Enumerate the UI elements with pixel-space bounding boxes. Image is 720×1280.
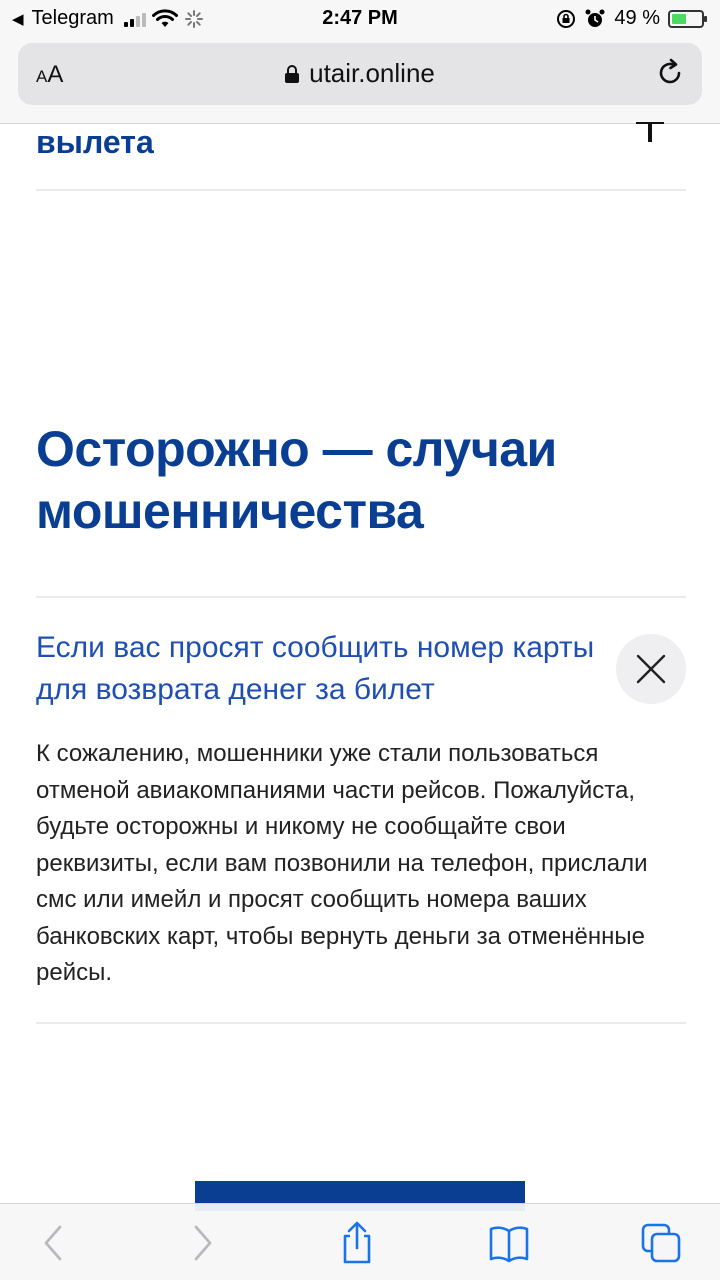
previous-accordion-title[interactable]: вылета bbox=[36, 124, 154, 160]
domain-text: utair.online bbox=[309, 58, 435, 88]
tabs-button[interactable] bbox=[636, 1218, 686, 1268]
address-bar[interactable] bbox=[18, 43, 702, 105]
battery-fill bbox=[672, 14, 686, 24]
chevron-right-icon bbox=[188, 1223, 218, 1263]
share-button[interactable] bbox=[332, 1218, 382, 1268]
text-size-button[interactable]: AA bbox=[36, 61, 64, 88]
close-icon bbox=[616, 634, 686, 704]
collapse-button[interactable] bbox=[616, 634, 686, 704]
share-icon bbox=[337, 1220, 377, 1266]
url-display[interactable] bbox=[18, 58, 702, 89]
back-app-label: Telegram bbox=[31, 7, 114, 29]
browser-address-area bbox=[0, 38, 720, 124]
expand-toggle-icon[interactable] bbox=[648, 122, 652, 142]
tabs-icon bbox=[639, 1221, 683, 1265]
lock-icon bbox=[285, 65, 299, 83]
reload-icon[interactable] bbox=[654, 57, 686, 89]
forward-button[interactable] bbox=[178, 1218, 228, 1268]
alarm-icon bbox=[584, 8, 606, 30]
back-triangle-icon: ◀ bbox=[12, 10, 24, 28]
divider bbox=[36, 1022, 686, 1024]
divider bbox=[36, 596, 686, 598]
book-icon bbox=[487, 1223, 531, 1263]
back-button[interactable] bbox=[28, 1218, 78, 1268]
status-bar bbox=[0, 0, 720, 38]
faq-question[interactable]: Если вас просят сообщить номер карты для возврата денег за билет bbox=[36, 631, 595, 706]
browser-toolbar bbox=[0, 1203, 720, 1280]
battery-percent: 49 % bbox=[614, 7, 660, 29]
bookmarks-button[interactable] bbox=[484, 1218, 534, 1268]
battery-icon bbox=[668, 10, 704, 28]
status-right bbox=[556, 7, 704, 30]
orientation-lock-icon bbox=[556, 9, 576, 29]
clock: 2:47 PM bbox=[322, 7, 398, 29]
divider bbox=[36, 189, 686, 191]
section-title: Осторожно — случаи мошенничества bbox=[36, 421, 557, 539]
chevron-left-icon bbox=[38, 1223, 68, 1263]
faq-answer: К сожалению, мошенники уже стали пользоваться отменой авиакомпаниями части рейсов. Пожалуйста, будьте осторожны и никому не сообщайте свои реквизиты, если вам позвонили на телефон, прислали смс или имейл и просят сообщить номера ваших банковских карт, чтобы вернуть деньги за отменённые рейсы. bbox=[36, 740, 648, 986]
